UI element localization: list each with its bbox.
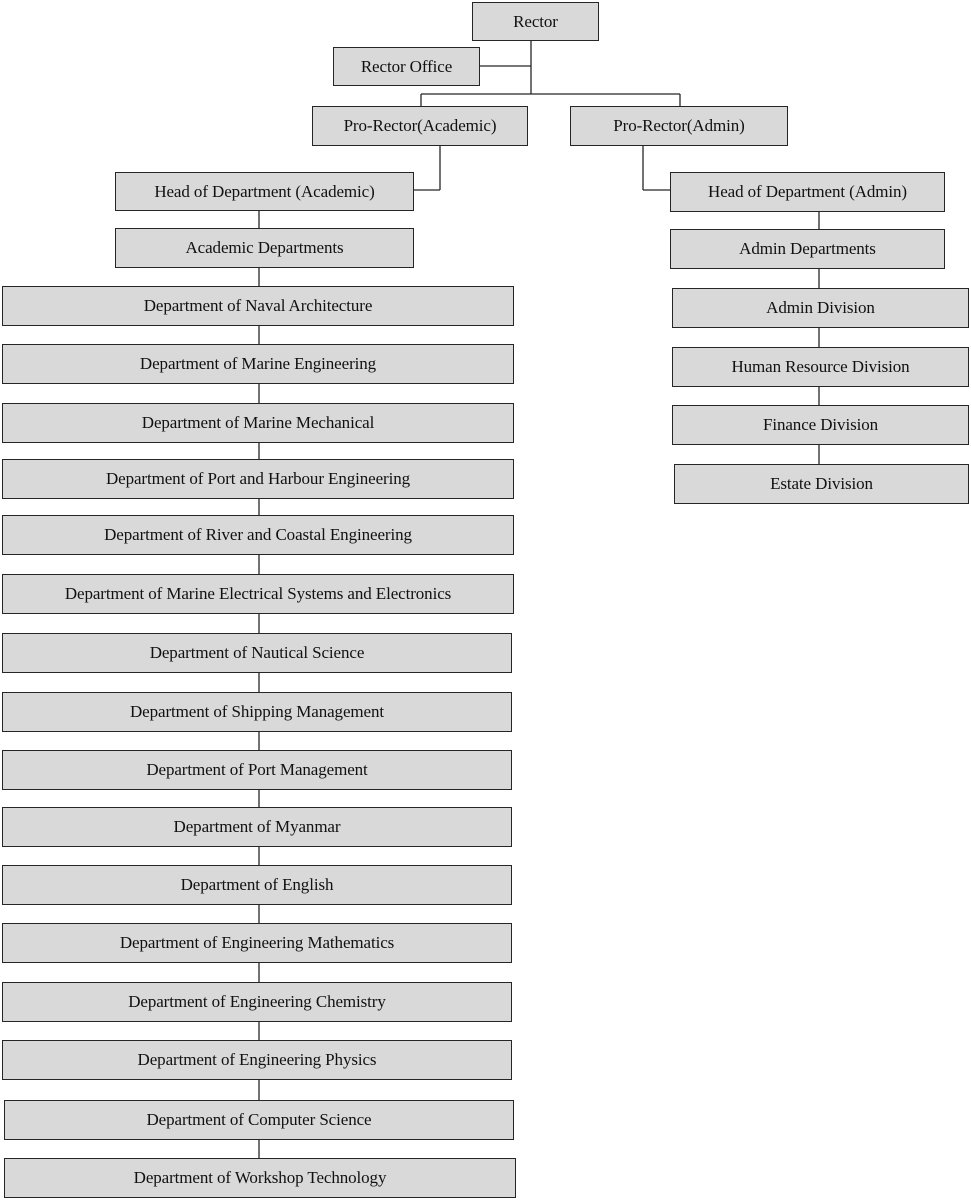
academic-department-box: Department of Myanmar xyxy=(2,807,512,847)
rector-box: Rector xyxy=(472,2,599,41)
academic-departments-box: Academic Departments xyxy=(115,228,414,268)
admin-division-box: Estate Division xyxy=(674,464,969,504)
admin-departments-box: Admin Departments xyxy=(670,229,945,269)
pro-rector-academic-box: Pro-Rector(Academic) xyxy=(312,106,528,146)
academic-department-box: Department of Naval Architecture xyxy=(2,286,514,326)
rector-office-box: Rector Office xyxy=(333,47,480,86)
academic-department-box: Department of Marine Engineering xyxy=(2,344,514,384)
academic-department-box: Department of Marine Electrical Systems and Electronics xyxy=(2,574,514,614)
academic-department-box: Department of Computer Science xyxy=(4,1100,514,1140)
academic-department-box: Department of Nautical Science xyxy=(2,633,512,673)
academic-department-box: Department of River and Coastal Engineering xyxy=(2,515,514,555)
academic-department-box: Department of Engineering Chemistry xyxy=(2,982,512,1022)
academic-department-box: Department of Workshop Technology xyxy=(4,1158,516,1198)
academic-department-box: Department of English xyxy=(2,865,512,905)
admin-division-box: Finance Division xyxy=(672,405,969,445)
head-academic-box: Head of Department (Academic) xyxy=(115,172,414,211)
academic-department-box: Department of Port Management xyxy=(2,750,512,790)
academic-department-box: Department of Engineering Mathematics xyxy=(2,923,512,963)
head-admin-box: Head of Department (Admin) xyxy=(670,172,945,212)
academic-department-box: Department of Engineering Physics xyxy=(2,1040,512,1080)
pro-rector-admin-box: Pro-Rector(Admin) xyxy=(570,106,788,146)
admin-division-box: Human Resource Division xyxy=(672,347,969,387)
admin-division-box: Admin Division xyxy=(672,288,969,328)
academic-department-box: Department of Marine Mechanical xyxy=(2,403,514,443)
academic-department-box: Department of Port and Harbour Engineering xyxy=(2,459,514,499)
academic-department-box: Department of Shipping Management xyxy=(2,692,512,732)
